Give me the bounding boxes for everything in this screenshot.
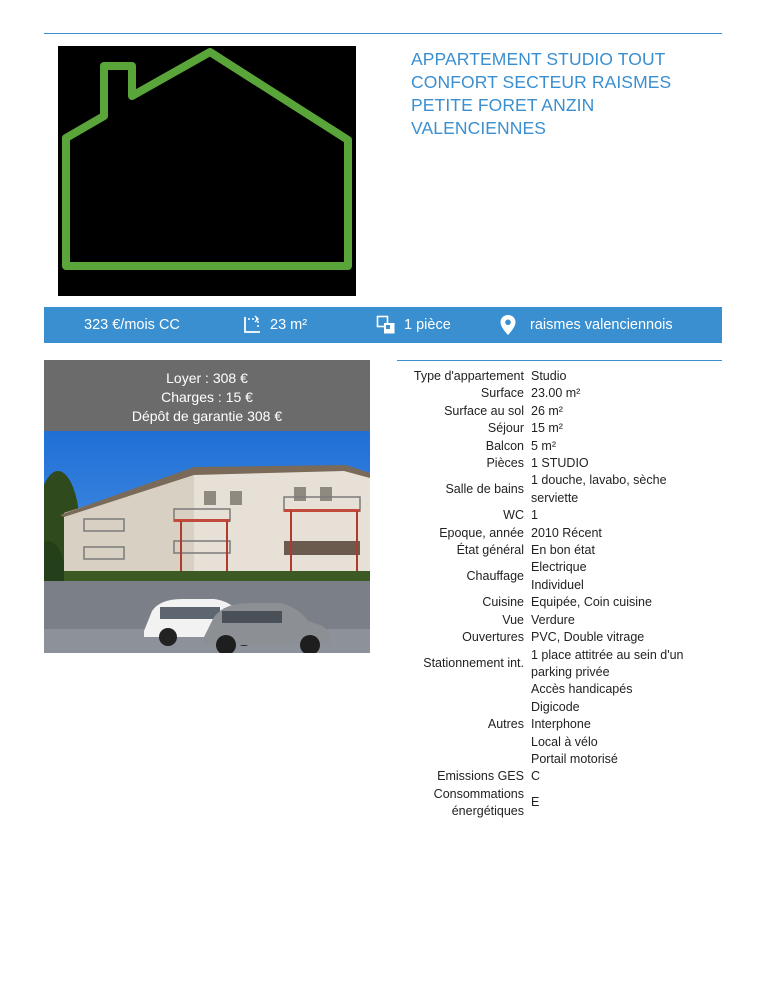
surface-summary — [242, 307, 307, 343]
details-label: Surface — [480, 386, 524, 401]
details-row — [360, 368, 703, 385]
details-label: Balcon — [485, 438, 524, 453]
surface-icon — [242, 315, 262, 335]
location-pin-icon — [500, 315, 516, 335]
details-row — [360, 455, 703, 472]
agency-logo — [58, 46, 356, 296]
details-value-line: Electrique — [531, 560, 587, 575]
details-label: Stationnement int. — [423, 656, 524, 671]
details-label: WC — [503, 508, 524, 523]
property-details-table — [360, 368, 703, 821]
details-divider — [397, 360, 722, 361]
details-value — [531, 368, 703, 385]
details-value-line: C — [531, 769, 541, 784]
details-value — [531, 768, 703, 785]
details-value-line: parking privée — [531, 664, 610, 679]
rooms-summary — [376, 307, 451, 343]
location-text: raismes valenciennois — [530, 317, 673, 333]
details-row — [360, 647, 703, 682]
details-value — [531, 647, 703, 682]
rent-line: Loyer : 308 € — [166, 370, 248, 386]
details-value — [531, 559, 703, 594]
details-label: Salle de bains — [445, 482, 524, 497]
details-row — [360, 385, 703, 402]
header-divider — [44, 33, 722, 34]
details-value — [531, 507, 703, 524]
details-value — [531, 681, 703, 768]
details-row — [360, 525, 703, 542]
details-value — [531, 594, 703, 611]
details-label: Type d'appartement — [413, 369, 524, 383]
details-row — [360, 594, 703, 611]
details-value-line: En bon état — [531, 543, 595, 558]
details-value-line: 1 — [531, 508, 538, 523]
details-row — [360, 768, 703, 785]
property-photo — [44, 431, 370, 653]
details-value-line: Digicode — [531, 699, 580, 714]
location-summary — [500, 307, 673, 343]
details-value — [531, 472, 703, 507]
details-value — [531, 629, 703, 646]
details-value-line: Accès handicapés — [531, 682, 633, 697]
surface-text: 23 m² — [270, 317, 308, 333]
details-row — [360, 559, 703, 594]
deposit-line: Dépôt de garantie 308 € — [131, 408, 283, 424]
details-label: Consommations énergétiques — [433, 786, 524, 819]
charges-line: Charges : 15 € — [161, 389, 253, 405]
details-value-line: Portail motorisé — [531, 751, 618, 766]
details-value-line: 23.00 m² — [531, 386, 581, 401]
details-value — [531, 420, 703, 437]
details-label: Autres — [487, 717, 524, 732]
details-row — [360, 681, 703, 768]
details-label: État général — [456, 543, 524, 558]
details-label: Epoque, année — [439, 525, 524, 540]
details-row — [360, 612, 703, 629]
details-label: Cuisine — [482, 595, 524, 610]
listing-title: APPARTEMENT STUDIO TOUT CONFORT SECTEUR RAISMES PETITE FORET ANZIN VALENCIENNES — [411, 49, 672, 138]
price-text: 323 €/mois CC — [84, 317, 180, 333]
details-value-line: Individuel — [531, 577, 584, 592]
details-value-line: Verdure — [531, 612, 575, 627]
details-row — [360, 542, 703, 559]
details-value — [531, 612, 703, 629]
details-row — [360, 629, 703, 646]
details-value-line: PVC, Double vitrage — [531, 630, 645, 645]
details-label: Chauffage — [466, 569, 524, 584]
details-value — [531, 786, 703, 821]
details-value — [531, 525, 703, 542]
details-value-line: 1 place attitrée au sein d'un — [531, 647, 684, 662]
details-value-line: Local à vélo — [531, 734, 598, 749]
details-label: Ouvertures — [462, 630, 524, 645]
details-value — [531, 385, 703, 402]
details-label: Surface au sol — [444, 403, 524, 418]
details-row — [360, 472, 703, 507]
details-row — [360, 507, 703, 524]
rooms-text: 1 pièce — [404, 317, 451, 333]
details-value — [531, 542, 703, 559]
rooms-icon — [376, 315, 396, 335]
house-outline-icon — [58, 46, 356, 296]
details-row — [360, 438, 703, 455]
details-value-line: 15 m² — [531, 421, 563, 436]
details-value-line: 1 douche, lavabo, sèche — [531, 473, 667, 488]
details-label: Pièces — [486, 456, 524, 471]
details-value — [531, 438, 703, 455]
details-value-line: serviette — [531, 490, 579, 505]
details-value-line: 2010 Récent — [531, 525, 602, 540]
details-label: Vue — [502, 612, 524, 627]
details-row — [360, 786, 703, 821]
building-photo — [44, 431, 370, 653]
details-value-line: E — [531, 795, 540, 810]
details-value-line: Studio — [531, 369, 567, 383]
details-label: Séjour — [487, 421, 524, 436]
details-value — [531, 455, 703, 472]
details-value-line: Interphone — [531, 717, 591, 732]
price-summary — [84, 307, 180, 343]
details-row — [360, 420, 703, 437]
details-value-line: 26 m² — [531, 403, 563, 418]
details-value-line: 1 STUDIO — [531, 456, 589, 471]
details-value — [531, 403, 703, 420]
details-value-line: Equipée, Coin cuisine — [531, 595, 652, 610]
price-panel — [44, 360, 370, 431]
details-label: Emissions GES — [437, 769, 524, 784]
details-value-line: 5 m² — [531, 438, 556, 453]
details-row — [360, 403, 703, 420]
info-bar — [44, 307, 722, 343]
